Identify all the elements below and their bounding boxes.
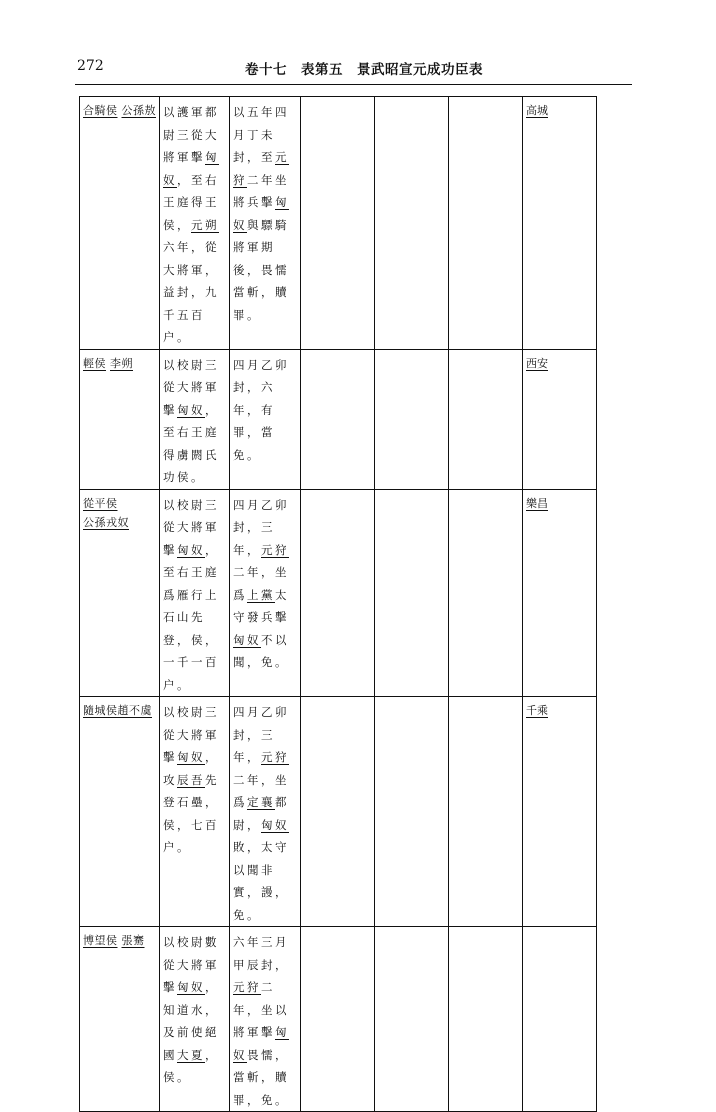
underlined-proper-noun: 匈奴: [177, 980, 205, 994]
table-row: [80, 927, 597, 1112]
merit-cell-text: [163, 354, 226, 489]
underlined-proper-noun: 輕侯: [83, 356, 106, 370]
place-cell: [523, 927, 597, 1112]
underlined-proper-noun: 公孫戎奴: [83, 515, 129, 529]
empty-cell: [449, 97, 523, 350]
underlined-proper-noun: 從平侯: [83, 496, 118, 510]
underlined-proper-noun: 匈奴: [233, 1025, 289, 1062]
underlined-proper-noun: 定襄: [247, 795, 275, 809]
table-row: [80, 697, 597, 927]
marquis-name-cell-text: [83, 354, 156, 373]
text-segment: ，攻: [163, 750, 219, 787]
enfeoffment-cell: [230, 489, 301, 697]
merit-cell-text: [163, 494, 226, 697]
underlined-proper-noun: 元狩: [233, 980, 261, 994]
underlined-proper-noun: 李朔: [110, 356, 133, 370]
underlined-proper-noun: 張騫: [121, 934, 145, 947]
table-row: [80, 489, 597, 697]
empty-cell: [301, 97, 375, 350]
underlined-proper-noun: 上黨: [247, 587, 275, 602]
marquis-name-cell: [80, 349, 160, 489]
underlined-proper-noun: 元狩: [233, 150, 289, 187]
place-cell-text: [526, 101, 593, 120]
merit-cell: [160, 489, 230, 697]
text-segment: 敗，太守以聞非實，謾，免。: [233, 840, 289, 922]
empty-cell: [375, 927, 449, 1112]
empty-cell: [449, 697, 523, 927]
enfeoffment-cell-text: [233, 101, 297, 326]
merit-cell-text: [163, 701, 226, 859]
place-cell-text: [526, 701, 593, 720]
underlined-proper-noun: 隨城侯: [83, 704, 118, 717]
text-segment: 與驃騎將軍期後，畏懦當斬，贖罪。: [233, 217, 289, 322]
underlined-proper-noun: 匈奴: [261, 817, 289, 832]
text-segment: 以校尉三從大將軍擊: [163, 705, 219, 764]
place-cell: [523, 349, 597, 489]
enfeoffment-cell: [230, 349, 301, 489]
underlined-proper-noun: 辰吾: [177, 772, 205, 787]
empty-cell: [301, 489, 375, 697]
marquis-name-cell-text: [83, 931, 156, 950]
underlined-proper-noun: 元狩: [261, 542, 289, 557]
text-segment: 先登石壘，侯，七百户。: [163, 772, 219, 854]
merit-cell: [160, 697, 230, 927]
text-segment: 二年，坐爲: [233, 565, 289, 602]
empty-cell: [449, 489, 523, 697]
underlined-proper-noun: 合騎侯: [83, 104, 118, 117]
text-segment: 以校尉數從大將軍擊: [163, 935, 219, 994]
text-segment: 以校尉三從大將軍擊: [163, 497, 219, 557]
running-header: 卷十七 表第五 景武昭宣元成功臣表: [245, 62, 483, 78]
text-segment: 二年坐將兵擊: [233, 172, 289, 209]
underlined-proper-noun: 博望侯: [83, 934, 118, 947]
table-row: [80, 349, 597, 489]
marquis-name-cell: [80, 697, 160, 927]
text-segment: ，侯。: [163, 1047, 219, 1084]
underlined-proper-noun: 匈奴: [163, 150, 219, 187]
page-number: 272: [77, 58, 104, 74]
text-segment: 六年，從大將軍，益封，九千五百户。: [163, 240, 219, 344]
underlined-proper-noun: 樂昌: [526, 496, 548, 510]
empty-cell: [375, 97, 449, 350]
text-segment: 四月乙卯封，六年，有罪，當免。: [233, 357, 289, 462]
empty-cell: [375, 349, 449, 489]
marquis-name-cell-text: [83, 101, 156, 120]
underlined-proper-noun: 高城: [526, 104, 548, 117]
text-segment: 二年，坐爲: [233, 772, 289, 809]
underlined-proper-noun: 匈奴: [233, 195, 289, 232]
place-cell: [523, 97, 597, 350]
underlined-proper-noun: 匈奴: [177, 542, 205, 557]
underlined-proper-noun: 元狩: [261, 750, 289, 764]
table-row: [80, 97, 597, 350]
marquis-name-cell-text: [83, 701, 156, 720]
underlined-proper-noun: 匈奴: [177, 402, 205, 417]
text-segment: 四月乙卯封，三年，: [233, 705, 289, 764]
underlined-proper-noun: 西安: [526, 356, 548, 370]
enfeoffment-cell-text: [233, 931, 297, 1111]
merit-cell: [160, 97, 230, 350]
empty-cell: [301, 697, 375, 927]
marquis-name-cell-text: [83, 494, 156, 532]
underlined-proper-noun: 匈奴: [233, 632, 261, 647]
empty-cell: [301, 927, 375, 1112]
text-segment: 太守發兵擊: [233, 587, 289, 624]
underlined-proper-noun: 匈奴: [177, 750, 205, 764]
place-cell: [523, 489, 597, 697]
place-cell-text: [526, 354, 593, 373]
empty-cell: [375, 489, 449, 697]
merit-cell: [160, 927, 230, 1112]
text-segment: ，至右王庭得虜閼氏功侯。: [163, 402, 219, 484]
marquis-name-cell: [80, 489, 160, 697]
underlined-proper-noun: 趙不虞: [117, 704, 152, 717]
text-segment: 四月乙卯封，三年，: [233, 497, 289, 557]
place-cell: [523, 697, 597, 927]
text-segment: 以校尉三從大將軍擊: [163, 357, 219, 417]
empty-cell: [449, 927, 523, 1112]
enfeoffment-cell-text: [233, 701, 297, 926]
merit-cell: [160, 349, 230, 489]
marquis-name-cell: [80, 97, 160, 350]
enfeoffment-cell: [230, 927, 301, 1112]
text-segment: 以五年四月丁未封，至: [233, 105, 289, 164]
merit-cell-text: [163, 101, 226, 349]
marquis-name-cell: [80, 927, 160, 1112]
place-cell-text: [526, 494, 593, 513]
empty-cell: [449, 349, 523, 489]
underlined-proper-noun: 大夏: [177, 1047, 205, 1062]
merit-cell-text: [163, 931, 226, 1089]
empty-cell: [301, 349, 375, 489]
text-segment: 六年三月甲辰封，: [233, 935, 289, 972]
enfeoffment-cell: [230, 97, 301, 350]
text-segment: ，至右王庭爲雁行上石山先登，侯，一千一百户。: [163, 542, 219, 692]
text-segment: 不以聞，免。: [233, 632, 289, 669]
underlined-proper-noun: 元朔: [191, 217, 219, 232]
text-segment: ，知道水，及前使絕國: [163, 980, 219, 1062]
text-segment: 畏懦，當斬，贖罪，免。: [233, 1047, 289, 1107]
text-segment: 都尉，: [233, 795, 289, 832]
enfeoffment-cell-text: [233, 494, 297, 674]
header-rule: [75, 84, 632, 85]
merit-table-body: [80, 97, 597, 1112]
empty-cell: [375, 697, 449, 927]
text-segment: 二年，坐以將軍擊: [233, 980, 289, 1039]
underlined-proper-noun: 公孫敖: [121, 104, 156, 117]
text-segment: ，至右王庭得王侯，: [163, 172, 219, 232]
underlined-proper-noun: 千乘: [526, 704, 548, 717]
merit-table: [79, 96, 597, 1112]
enfeoffment-cell: [230, 697, 301, 927]
enfeoffment-cell-text: [233, 354, 297, 467]
text-segment: 以護軍都尉三從大將軍擊: [163, 105, 219, 164]
